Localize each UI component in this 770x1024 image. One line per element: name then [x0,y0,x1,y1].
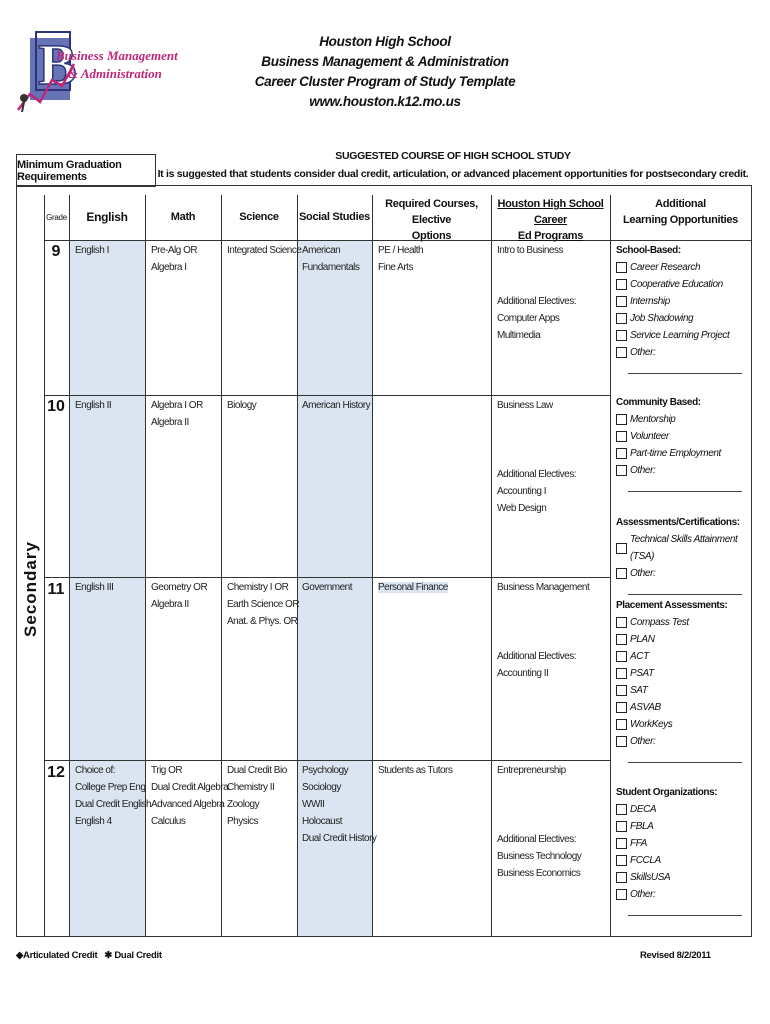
math-course: Algebra I OR Algebra II [151,400,203,428]
career-electives: Additional Electives: Accounting I Web Design [497,469,576,514]
dual-credit-label: Dual Credit [114,950,162,961]
checkbox-item[interactable]: FBLA [616,818,746,835]
math-course: Trig OR Dual Credit Algebra Advanced Algebra Calculus [151,765,229,827]
school-url: www.houston.k12.mo.us [309,94,461,109]
asterisk-icon: ✱ [104,950,113,961]
checkbox-icon[interactable] [616,330,627,341]
school-name: Houston High School [319,34,451,49]
checkbox-icon[interactable] [616,855,627,866]
social-course: American History [302,400,371,411]
logo [16,24,178,116]
row-divider [44,760,610,761]
template-title: Career Cluster Program of Study Template [254,74,516,89]
header-career-line2: Ed Programs [517,230,584,242]
grade-number: 12 [47,764,65,781]
header-additional [610,196,751,228]
checkbox-icon[interactable] [616,543,627,554]
science-course: Chemistry I OR Earth Science OR Anat. & Phys. OR [227,582,300,627]
checkbox-item[interactable]: PSAT [616,665,746,682]
career-course: Intro to Business [497,245,563,256]
suggested-course-header [153,147,753,185]
logo-line2: & Administration [68,66,162,81]
checkbox-icon[interactable] [616,736,627,747]
checkbox-item[interactable]: Career Research [616,259,746,276]
page-header [235,32,535,112]
checkbox-item[interactable]: Technical Skills Attainment (TSA) [616,531,746,565]
school-based-title: School-Based: [616,245,681,256]
organizations-title: Student Organizations: [616,787,718,798]
required-course: Students as Tutors [378,765,453,776]
checkbox-icon[interactable] [616,262,627,273]
checkbox-item[interactable]: Service Learning Project [616,327,746,344]
checkbox-item[interactable]: Cooperative Education [616,276,746,293]
checkbox-item[interactable]: DECA [616,801,746,818]
header-career-line1: Houston High School Career [497,198,604,226]
social-course: American Fundamentals [302,245,360,273]
science-course: Integrated Science [227,245,302,256]
svg-text:B: B [38,32,77,97]
header-career-programs [491,196,610,244]
header-social-studies: Social Studies [299,211,370,223]
assessments-title: Assessments/Certifications: [616,517,740,528]
row-divider [44,577,610,578]
header-math: Math [170,211,196,223]
english-course: English III [75,582,114,593]
header-required-line2: Options [411,230,452,242]
checkbox-item[interactable]: WorkKeys [616,716,746,733]
checkbox-item[interactable]: Other: [616,733,746,750]
cluster-name: Business Management & Administration [261,54,509,69]
suggested-note: It is suggested that students consider dual credit, articulation, or advanced placement opportunities for postsecondary credit. [157,168,749,180]
other-blank-line[interactable] [628,582,742,595]
checkbox-icon[interactable] [616,634,627,645]
social-course: Government [302,582,353,593]
checkbox-icon[interactable] [616,465,627,476]
assessments-list [616,514,746,595]
grade-number: 9 [51,243,61,260]
header-required-line1: Required Courses, Elective [385,198,478,226]
grade-number: 10 [47,398,65,415]
english-course: English I [75,245,109,256]
checkbox-icon[interactable] [616,347,627,358]
column-divider [297,195,298,937]
checkbox-icon[interactable] [616,872,627,883]
logo-line1: Business Management [56,48,178,63]
english-course: Choice of: College Prep Eng Dual Credit English English 4 [75,765,152,827]
checkbox-item[interactable]: FFA [616,835,746,852]
career-course: Business Law [497,400,553,411]
science-course: Biology [227,400,257,411]
checkbox-item[interactable]: Internship [616,293,746,310]
diamond-icon: ◆ [16,950,24,961]
english-course: English II [75,400,112,411]
community-based-title: Community Based: [616,397,701,408]
checkbox-icon[interactable] [616,804,627,815]
checkbox-item[interactable]: Other: [616,565,746,582]
column-divider [491,195,492,937]
checkbox-item[interactable]: FCCLA [616,852,746,869]
checkbox-item[interactable]: SAT [616,682,746,699]
other-blank-line[interactable] [628,903,742,916]
table-top-border [16,185,752,186]
header-additional-line2: Learning Opportunities [622,214,738,226]
career-electives: Additional Electives: Accounting II [497,651,576,679]
checkbox-item[interactable]: Other: [616,462,746,479]
science-course: Dual Credit Bio Chemistry II Zoology Physics [227,765,287,827]
secondary-label: Secondary [21,541,40,637]
checkbox-item[interactable]: Compass Test [616,614,746,631]
social-course: Psychology Sociology WWII Holocaust Dual Credit History [302,765,377,844]
checkbox-icon[interactable] [616,668,627,679]
checkbox-icon[interactable] [616,313,627,324]
community-based-list [616,394,746,492]
career-course: Entrepreneurship [497,765,566,776]
checkbox-icon[interactable] [616,617,627,628]
checkbox-icon[interactable] [616,414,627,425]
placement-list [616,597,746,763]
checkbox-icon[interactable] [616,838,627,849]
table-bottom-border [16,936,752,937]
header-required-courses [372,196,491,244]
checkbox-icon[interactable] [616,821,627,832]
header-grade: Grade [46,213,67,222]
student-organizations-list [616,784,746,916]
table-right-border [751,185,752,937]
header-science: Science [239,211,279,223]
checkbox-item[interactable]: Other: [616,886,746,903]
checkbox-item[interactable]: Mentorship [616,411,746,428]
checkbox-item[interactable]: Part-time Employment [616,445,746,462]
checkbox-item[interactable]: ACT [616,648,746,665]
checkbox-icon[interactable] [616,448,627,459]
math-course: Geometry OR Algebra II [151,582,208,610]
column-divider [69,195,70,937]
checkbox-item[interactable]: SkillsUSA [616,869,746,886]
placement-title: Placement Assessments: [616,600,728,611]
checkbox-icon[interactable] [616,568,627,579]
header-english: English [86,210,128,224]
required-course: PE / Health Fine Arts [378,245,424,273]
career-course: Business Management [497,582,590,593]
checkbox-icon[interactable] [616,685,627,696]
math-course: Pre-Alg OR Algebra I [151,245,198,273]
checkbox-item[interactable]: Volunteer [616,428,746,445]
checkbox-icon[interactable] [616,702,627,713]
suggested-title: SUGGESTED COURSE OF HIGH SCHOOL STUDY [335,150,571,162]
required-course: Personal Finance [378,582,448,593]
table-left-border [16,185,17,937]
checkbox-icon[interactable] [616,889,627,900]
checkbox-icon[interactable] [616,719,627,730]
grade-number: 11 [47,581,65,598]
school-based-list [616,242,746,374]
checkbox-icon[interactable] [616,431,627,442]
minimum-graduation-label: Minimum Graduation Requirements [16,154,156,187]
articulated-credit-label: Articulated Credit [23,950,98,961]
checkbox-icon[interactable] [616,279,627,290]
career-electives: Additional Electives: Business Technology Business Economics [497,834,582,879]
revised-date: Revised 8/2/2011 [640,950,711,961]
checkbox-item[interactable]: PLAN [616,631,746,648]
footer-legend [16,950,162,961]
checkbox-item[interactable]: Job Shadowing [616,310,746,327]
checkbox-item[interactable]: Other: [616,344,746,361]
checkbox-icon[interactable] [616,296,627,307]
checkbox-icon[interactable] [616,651,627,662]
row-divider [44,395,610,396]
header-additional-line1: Additional [655,198,706,210]
other-blank-line[interactable] [628,479,742,492]
checkbox-item[interactable]: ASVAB [616,699,746,716]
column-divider [610,195,611,937]
other-blank-line[interactable] [628,750,742,763]
career-electives: Additional Electives: Computer Apps Multimedia [497,296,576,341]
other-blank-line[interactable] [628,361,742,374]
